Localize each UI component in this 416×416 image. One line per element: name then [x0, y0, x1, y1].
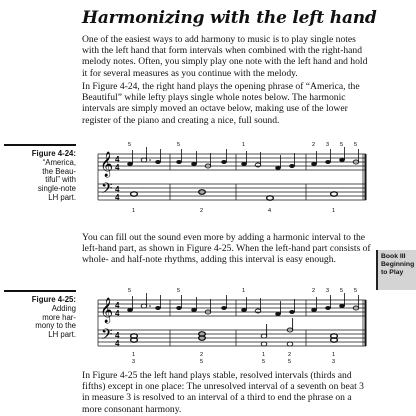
figure-caption-rule: [4, 290, 76, 292]
lh-fingering-number: 1: [332, 352, 336, 358]
rh-fingering-number: 5: [128, 142, 132, 148]
svg-text:4: 4: [115, 185, 120, 194]
lh-fingering-number: 1: [132, 352, 136, 358]
lh-fingering-number: 2: [200, 208, 204, 214]
paragraph-figure-4-25: You can fill out the sound even more by adding a harmonic interval to the left-hand part, as shown in Figure 4-25. When the left-hand part consists of whole- and half-note rhythms, adding this interval is easy enough.: [82, 232, 371, 266]
rh-fingering-number: 5: [340, 142, 344, 148]
svg-text:4: 4: [115, 309, 120, 318]
rh-fingering-number: 2: [312, 288, 316, 294]
figure-4-24-score: [84, 138, 374, 218]
treble-clef-icon: 𝄞: [100, 297, 114, 322]
bass-clef-icon: 𝄢: [101, 180, 113, 200]
lh-fingering-number: 2: [288, 352, 292, 358]
svg-text:4: 4: [115, 155, 120, 164]
caption-line: Adding: [51, 303, 76, 313]
paragraph-figure-4-25-explanation: In Figure 4-25 the left hand plays stable, resolved intervals (thirds and fifths) except in one place: The unresolved interval of a seventh on beat 3 in measure 3 is resolved to an interval of a third to end the phrase on a more consonant harmony.: [82, 370, 364, 415]
caption-line: the Beau-: [42, 166, 76, 176]
lh-fingering-number: 1: [262, 352, 266, 358]
tab-book-label: Book III: [381, 253, 406, 260]
rh-fingering-number: 3: [326, 288, 330, 294]
svg-text:4: 4: [115, 163, 120, 172]
rh-fingering-number: 1: [242, 288, 246, 294]
rh-fingering-number: 5: [340, 288, 344, 294]
section-heading: Harmonizing with the left hand: [82, 8, 377, 28]
caption-line: LH part.: [48, 330, 76, 340]
rh-fingering-number: 3: [326, 142, 330, 148]
lh-fingering-number: 4: [268, 208, 272, 214]
figure-4-25-score: [84, 284, 374, 368]
figure-number: Figure 4-24:: [31, 149, 76, 158]
lh-fingering-number: 5: [200, 359, 204, 365]
figure-number: Figure 4-25:: [31, 295, 76, 304]
book-section-tab: [378, 250, 416, 290]
paragraph-figure-4-24: In Figure 4-24, the right hand plays the opening phrase of “America, the Beautiful” while lefty plays single whole notes below. The harmonic intervals are simply moved an octave below, making use of the lower register of the piano and creating a nice, full sound.: [82, 81, 360, 126]
svg-text:4: 4: [115, 339, 120, 348]
lh-fingering-number: 3: [132, 359, 136, 365]
rh-fingering-number: 5: [354, 142, 358, 148]
rh-fingering-number: 5: [354, 288, 358, 294]
caption-line: single-note: [37, 184, 76, 194]
lh-fingering-number: 2: [200, 352, 204, 358]
bass-clef-icon: 𝄢: [101, 326, 113, 346]
rh-fingering-number: 5: [128, 288, 132, 294]
rh-fingering-number: 5: [177, 142, 181, 148]
lh-fingering-number: 5: [288, 359, 292, 365]
rh-fingering-number: 5: [177, 288, 181, 294]
caption-line: “America,: [42, 157, 76, 167]
caption-line: tiful” with: [45, 175, 76, 185]
rh-fingering-number: 1: [242, 142, 246, 148]
lh-fingering-number: 3: [332, 359, 336, 365]
lh-fingering-number: 1: [132, 208, 136, 214]
lh-fingering-number: 5: [262, 359, 266, 365]
svg-text:4: 4: [115, 193, 120, 202]
svg-text:4: 4: [115, 301, 120, 310]
paragraph-intro: One of the easiest ways to add harmony to music is to play single notes with the left hand that form intervals when combined with the right-hand melody notes. Often, you simply play one note with the left hand and hold it for several measures as you continue with the melody.: [82, 34, 368, 79]
caption-line: mony to the: [35, 321, 76, 331]
figure-4-25-caption: [4, 296, 76, 340]
figure-caption-rule: [4, 144, 76, 146]
tab-part-label: Beginning: [381, 261, 415, 268]
caption-line: more har-: [42, 312, 76, 322]
lh-fingering-number: 1: [332, 208, 336, 214]
rh-fingering-number: 2: [312, 142, 316, 148]
svg-text:4: 4: [115, 331, 120, 340]
caption-line: LH part.: [48, 192, 76, 202]
figure-4-24-caption: [4, 150, 76, 203]
tab-part-label: to Play: [381, 269, 404, 276]
treble-clef-icon: 𝄞: [100, 151, 114, 176]
